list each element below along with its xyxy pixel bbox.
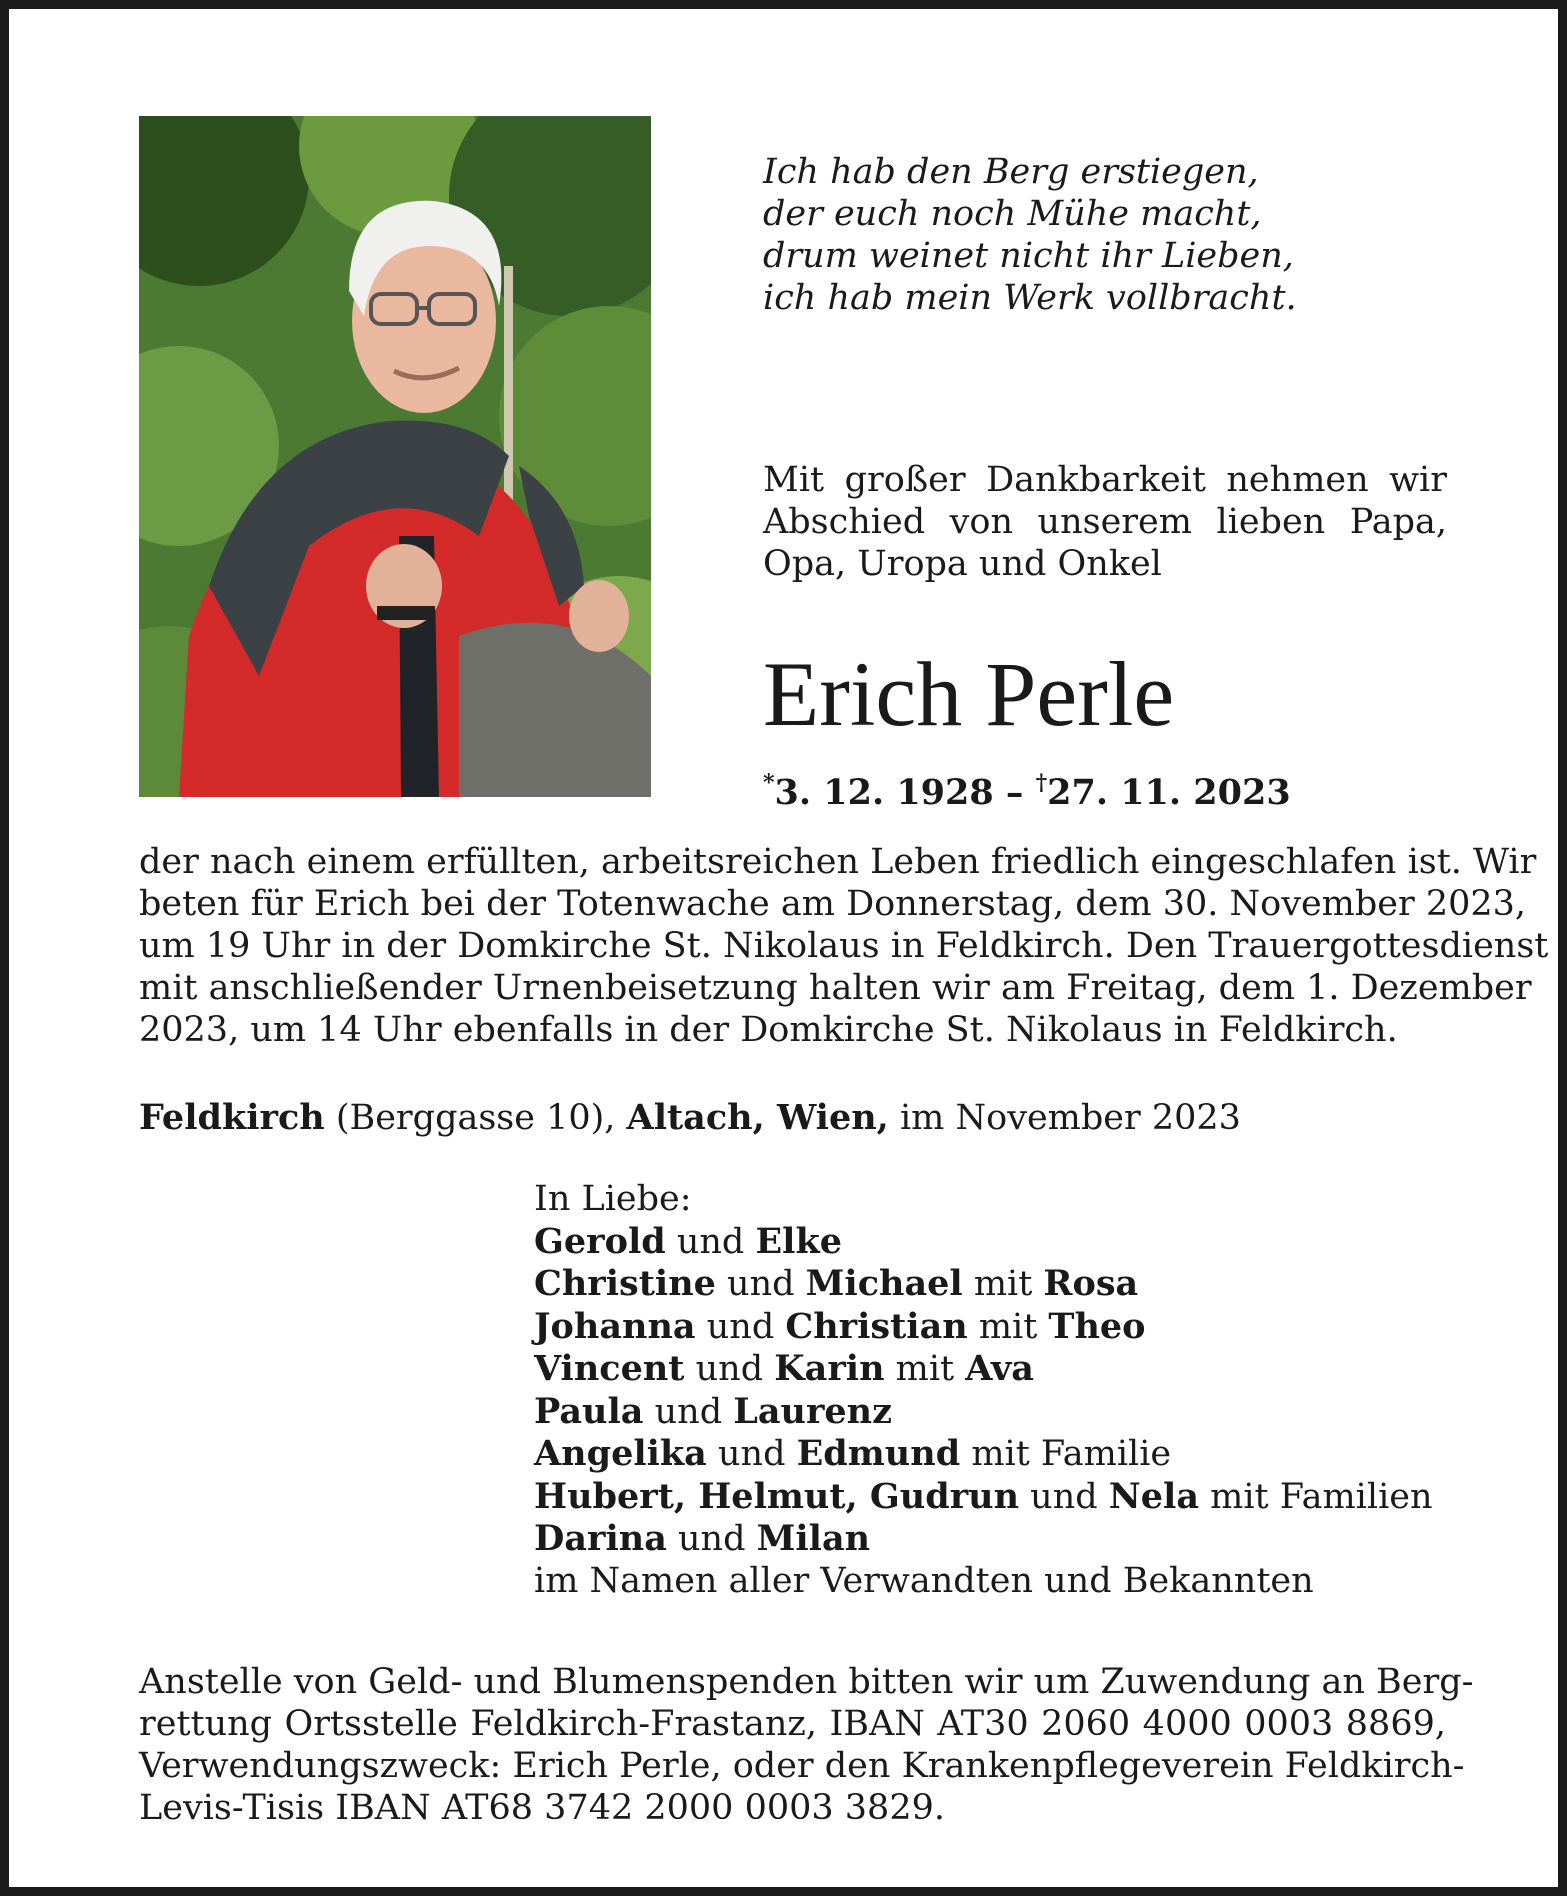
family-intro: In Liebe: (534, 1179, 692, 1219)
closing-line: Verwendungszweck: Erich Perle, oder den Krankenpflegeverein Feldkirch- (139, 1746, 1465, 1786)
place-city: Feldkirch (139, 1097, 325, 1138)
death-date: 27. 11. 2023 (1047, 772, 1291, 813)
family-member-name: Elke (755, 1220, 842, 1262)
family-connector: und (684, 1349, 775, 1389)
closing-line: rettung Ortsstelle Feldkirch-Frastanz, IBAN AT30 2060 4000 0003 8869, (139, 1704, 1446, 1744)
family-member-name: Gerold (534, 1220, 666, 1262)
family-member-name: Theo (1048, 1305, 1146, 1347)
family-connector: im Namen aller Verwandten und Bekannten (534, 1560, 1314, 1601)
date-separator: – (993, 772, 1036, 813)
family-row (534, 1391, 1433, 1434)
family-member-name: Vincent (534, 1348, 685, 1389)
intro-line: Abschied von unserem lieben Papa, (763, 502, 1447, 542)
family-member-name: Milan (756, 1518, 871, 1559)
family-member-name: Edmund (796, 1433, 961, 1474)
family-member-name: Rosa (1043, 1263, 1139, 1304)
poem-line: ich hab mein Werk vollbracht. (763, 278, 1297, 318)
body-line: mit anschließender Urnenbeisetzung halten wir am Freitag, dem 1. Dezember (139, 968, 1532, 1008)
intro-text (763, 459, 1447, 585)
death-symbol: † (1035, 770, 1048, 796)
body-line: 2023, um 14 Uhr ebenfalls in der Domkirche St. Nikolaus in Feldkirch. (139, 1010, 1398, 1050)
family-member-name: Johanna (534, 1305, 696, 1347)
portrait-photo (139, 116, 651, 797)
place-address: (Berggasse 10), (324, 1098, 627, 1138)
family-connector: und (706, 1434, 797, 1474)
donation-note (139, 1661, 1474, 1829)
family-connector: mit (967, 1306, 1049, 1347)
birth-date: 3. 12. 1928 (774, 772, 994, 813)
family-row (534, 1518, 1433, 1561)
family-row (534, 1561, 1433, 1603)
family-member-name: Hubert, Helmut, Gudrun (534, 1475, 1020, 1517)
family-member-name: Nela (1108, 1475, 1200, 1517)
family-member-name: Darina (534, 1518, 667, 1559)
family-row (534, 1476, 1433, 1519)
body-line: um 19 Uhr in der Domkirche St. Nikolaus in Feldkirch. Den Trauergottesdienst (139, 926, 1549, 966)
family-row (534, 1306, 1433, 1349)
family-row (534, 1433, 1433, 1476)
poem-line: drum weinet nicht ihr Lieben, (763, 236, 1294, 276)
family-member-name: Christian (785, 1305, 968, 1347)
poem-line: der euch noch Mühe macht, (763, 194, 1262, 234)
family-connector: und (665, 1221, 756, 1262)
family-member-name: Karin (774, 1348, 885, 1389)
poem (763, 151, 1483, 319)
family-row (534, 1263, 1433, 1306)
intro-line: Opa, Uropa und Onkel (763, 544, 1162, 584)
family-connector: mit (962, 1264, 1044, 1304)
family-member-name: Ava (965, 1348, 1034, 1389)
body-line: beten für Erich bei der Totenwache am Donnerstag, dem 30. November 2023, (139, 884, 1527, 924)
place-and-date (139, 1097, 1446, 1139)
family-connector: mit Familien (1199, 1476, 1433, 1517)
service-details (139, 841, 1549, 1051)
intro-line: Mit großer Dankbarkeit nehmen wir (763, 460, 1447, 500)
family-member-name: Angelika (534, 1433, 707, 1474)
poem-line: Ich hab den Berg erstiegen, (763, 152, 1259, 192)
family-connector: mit Familie (960, 1434, 1172, 1474)
family-row (534, 1221, 1433, 1264)
family-connector: und (695, 1306, 786, 1347)
family-member-name: Laurenz (733, 1390, 892, 1432)
birth-symbol: * (763, 770, 775, 796)
life-dates (763, 761, 1291, 815)
family-connector: und (715, 1264, 806, 1304)
place-date: im November 2023 (888, 1098, 1241, 1138)
family-row (534, 1348, 1433, 1391)
family-list (534, 1179, 1433, 1602)
portrait-image (139, 116, 651, 797)
family-member-name: Paula (534, 1390, 644, 1432)
closing-line: Levis-Tisis IBAN AT68 3742 2000 0003 3829. (139, 1788, 945, 1828)
family-member-name: Michael (805, 1263, 963, 1304)
family-member-name: Christine (534, 1263, 716, 1304)
family-connector: mit (884, 1349, 966, 1389)
family-connector: und (1019, 1476, 1109, 1517)
closing-line: Anstelle von Geld- und Blumenspenden bitten wir um Zuwendung an Berg- (139, 1662, 1474, 1702)
place-cities: Altach, Wien, (626, 1097, 889, 1138)
deceased-name: Erich Perle (763, 643, 1175, 745)
body-line: der nach einem erfüllten, arbeitsreichen Leben friedlich eingeschlafen ist. Wir (139, 842, 1537, 882)
family-connector: und (643, 1391, 734, 1432)
family-connector: und (666, 1519, 757, 1559)
